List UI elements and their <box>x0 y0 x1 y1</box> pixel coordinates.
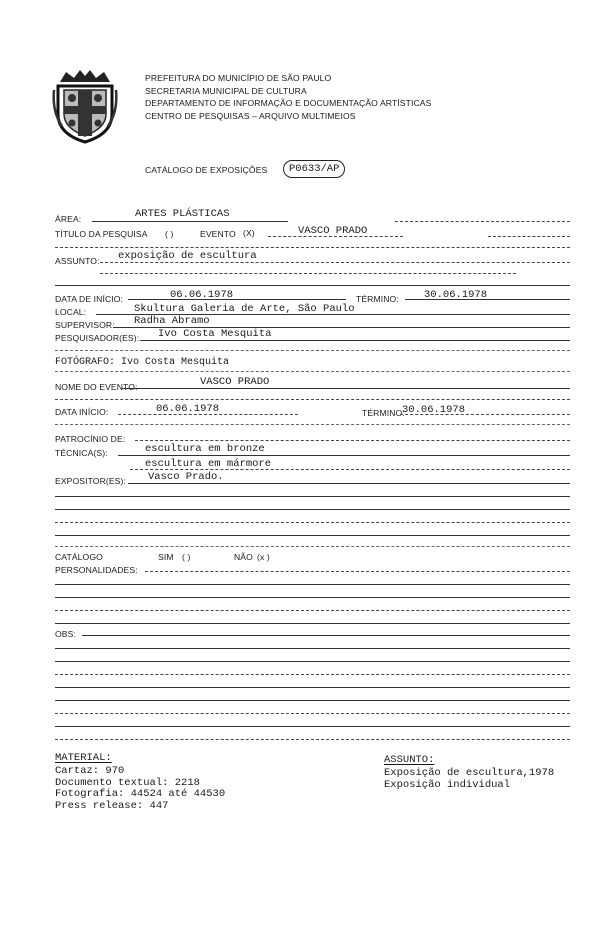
local-value: Skultura Galeria de Arte, São Paulo <box>134 303 355 315</box>
material-item: Fotografia: 44524 até 44530 <box>55 788 226 800</box>
assunto-label: ASSUNTO: <box>55 256 100 266</box>
data-inicio2-value: 06.06.1978 <box>156 403 220 415</box>
termino2-label: TÉRMINO: <box>362 408 405 418</box>
personalidades-label: PERSONALIDADES: <box>55 565 138 575</box>
tecnica-value: escultura em bronze <box>145 443 265 455</box>
divider <box>55 399 570 400</box>
tecnicas-label: TÉCNICA(S): <box>55 448 108 458</box>
assunto-item: Exposição de escultura,1978 <box>384 767 555 779</box>
material-title: MATERIAL: <box>55 752 112 764</box>
area-label: ÁREA: <box>55 214 82 224</box>
assunto-value: exposição de escultura <box>118 250 257 262</box>
local-label: LOCAL: <box>55 307 87 317</box>
obs-label: OBS: <box>55 629 76 639</box>
divider <box>55 546 570 547</box>
divider <box>55 285 570 286</box>
divider <box>55 700 570 701</box>
divider <box>145 571 570 572</box>
catalogo-sim-label: SIM <box>158 552 174 562</box>
divider <box>55 424 570 425</box>
divider <box>55 597 570 598</box>
divider <box>118 455 570 456</box>
divider <box>82 635 570 636</box>
divider <box>400 414 570 415</box>
divider <box>92 221 288 222</box>
catalogo-nao-checkbox: (x ) <box>257 552 270 562</box>
termino2-value: 30.06.1978 <box>402 404 466 416</box>
header-line: CENTRO DE PESQUISAS – ARQUIVO MULTIMEIOS <box>145 110 356 121</box>
divider <box>55 247 570 248</box>
titulo-label: TÍTULO DA PESQUISA <box>55 229 148 239</box>
divider <box>55 535 570 536</box>
header-line: SECRETARIA MUNICIPAL DE CULTURA <box>145 85 307 96</box>
data-inicio-label: DATA DE INÍCIO: <box>55 294 124 304</box>
divider <box>122 388 570 389</box>
coat-of-arms-logo <box>52 68 118 144</box>
evento-label: EVENTO <box>200 229 236 239</box>
divider <box>55 584 570 585</box>
divider <box>55 350 570 351</box>
divider <box>55 687 570 688</box>
material-list <box>55 766 225 812</box>
catalog-label: CATÁLOGO DE EXPOSIÇÕES <box>145 165 268 175</box>
material-item: Press release: 447 <box>55 799 169 812</box>
catalogo-nao-label: NÃO <box>234 552 253 562</box>
expositores-value: Vasco Prado. <box>148 471 224 483</box>
termino-label: TÉRMINO: <box>356 294 399 304</box>
divider <box>55 648 570 649</box>
pesquisa-checkbox: ( ) <box>165 229 174 239</box>
divider <box>55 610 570 611</box>
data-inicio-value: 06.06.1978 <box>170 289 234 301</box>
divider <box>55 623 570 624</box>
divider <box>100 273 516 274</box>
catalogo-sim-checkbox: ( ) <box>182 552 191 562</box>
supervisor-label: SUPERVISOR: <box>55 320 115 330</box>
divider <box>55 661 570 662</box>
header-line: DEPARTAMENTO DE INFORMAÇÃO E DOCUMENTAÇÃO ARTÍSTICAS <box>145 98 432 108</box>
divider <box>128 483 570 484</box>
patrocinio-label: PATROCÍNIO DE: <box>55 434 126 444</box>
evento-checkbox: (X) <box>243 228 255 238</box>
divider <box>55 739 570 740</box>
data-inicio2-label: DATA INÍCIO: <box>55 407 109 417</box>
header-line: PREFEITURA DO MUNICÍPIO DE SÃO PAULO <box>145 73 332 83</box>
divider <box>268 236 403 237</box>
divider <box>55 726 570 727</box>
nome-evento-label: NOME DO EVENTO: <box>55 382 138 392</box>
divider <box>488 236 570 237</box>
material-item: Cartaz: 970 <box>55 765 125 777</box>
assunto-item: Exposição individual <box>384 778 511 791</box>
divider <box>405 299 570 300</box>
divider <box>140 340 570 341</box>
nome-evento-value: VASCO PRADO <box>200 376 270 388</box>
divider <box>100 262 570 263</box>
fotografo-label: FOTÓGRAFO: <box>55 357 116 368</box>
assunto-box-title: ASSUNTO: <box>384 754 435 766</box>
divider <box>55 522 570 523</box>
supervisor-value: Radha Abramo <box>134 315 210 327</box>
divider <box>118 414 298 415</box>
tecnica-value: escultura em mármore <box>145 458 272 470</box>
termino-value: 30.06.1978 <box>424 289 488 301</box>
material-item: Documento textual: 2218 <box>55 776 200 789</box>
divider <box>55 496 570 497</box>
divider <box>55 509 570 510</box>
expositores-label: EXPOSITOR(ES): <box>55 476 126 486</box>
divider <box>395 221 570 222</box>
catalog-code-stamp: P0633/AP <box>283 160 345 178</box>
pesquisadores-value: Ivo Costa Mesquita <box>158 328 272 340</box>
divider <box>128 299 346 300</box>
pesquisadores-label: PESQUISADOR(ES): <box>55 333 140 343</box>
institution-header <box>145 72 431 122</box>
divider <box>55 371 570 372</box>
divider <box>55 674 570 675</box>
divider <box>135 440 570 441</box>
catalogo-label: CATÁLOGO <box>55 552 103 562</box>
fotografo-value: Ivo Costa Mesquita <box>121 357 230 368</box>
divider <box>55 713 570 714</box>
divider <box>130 469 570 470</box>
assunto-box-list <box>384 768 554 791</box>
area-value: ARTES PLÁSTICAS <box>135 208 230 220</box>
fotografo-row <box>55 357 229 368</box>
titulo-value: VASCO PRADO <box>298 225 368 237</box>
